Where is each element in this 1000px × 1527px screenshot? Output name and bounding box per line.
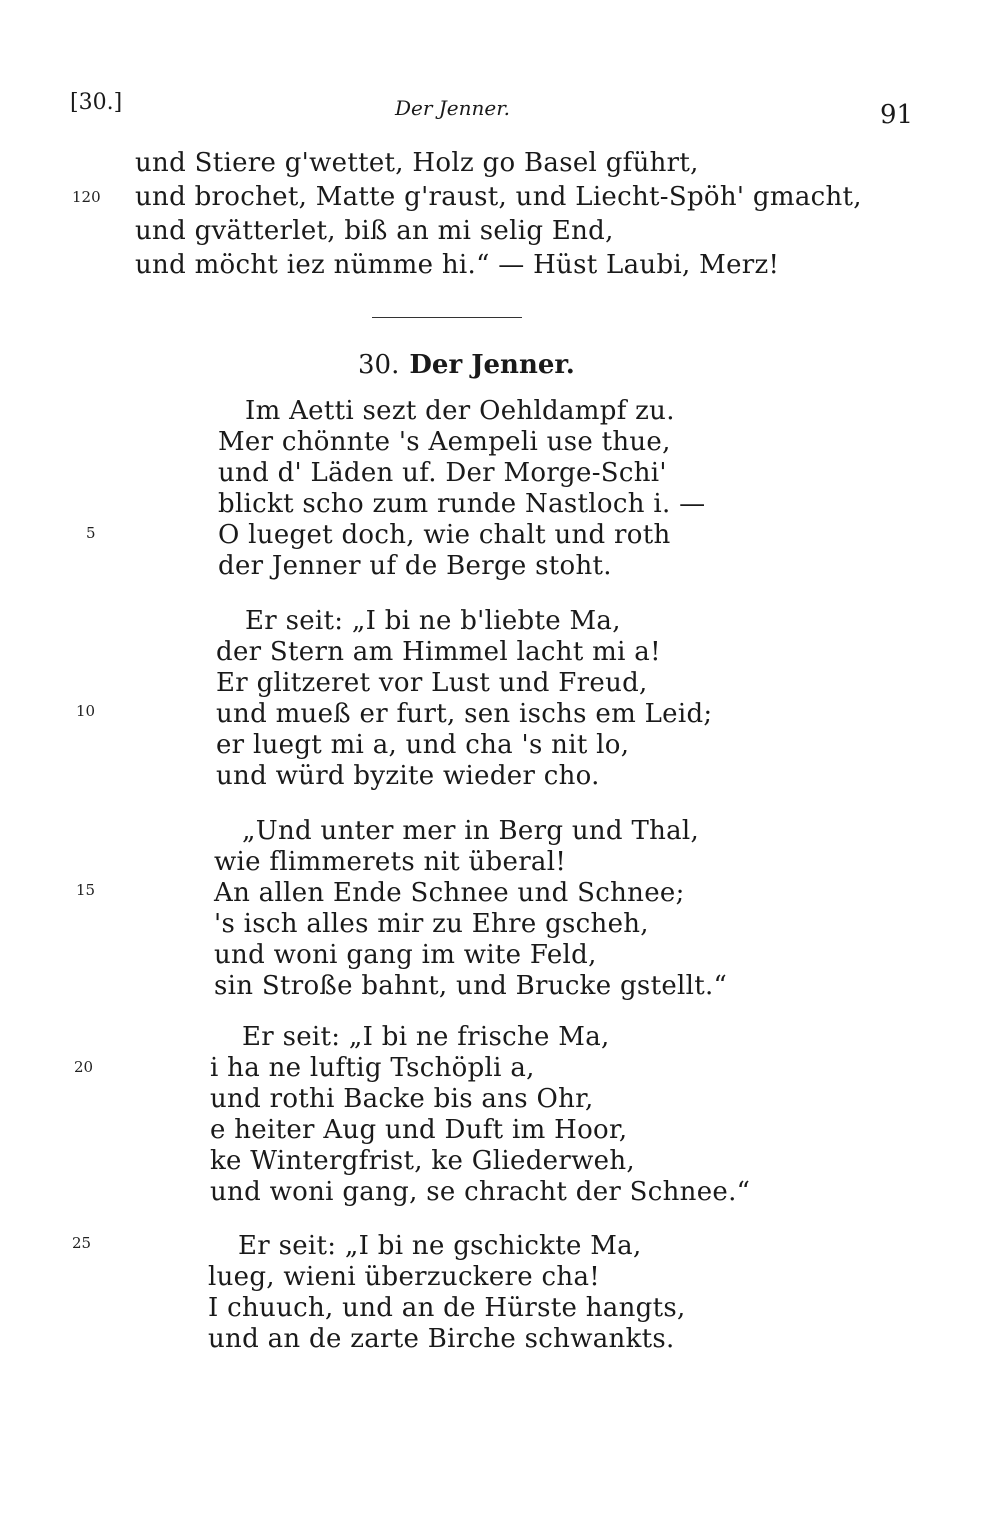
verse-line: und brochet, Matte g'raust, und Liecht-Spöh' gmacht, bbox=[135, 182, 862, 212]
page-number: 91 bbox=[880, 100, 914, 130]
verse-line: und Stiere g'wettet, Holz go Basel gführt, bbox=[135, 148, 699, 178]
verse-line: und rothi Backe bis ans Ohr, bbox=[210, 1084, 594, 1114]
verse-line: i ha ne luftig Tschöpli a, bbox=[210, 1053, 535, 1083]
line-number: 15 bbox=[76, 881, 96, 899]
line-number: 10 bbox=[76, 702, 96, 720]
verse-line: wie flimmerets nit überal! bbox=[214, 847, 567, 877]
verse-line: und gvätterlet, biß an mi selig End, bbox=[135, 216, 614, 246]
verse-line: er luegt mi a, und cha 's nit lo, bbox=[216, 730, 630, 760]
line-number: 120 bbox=[72, 188, 101, 206]
verse-line: Er glitzeret vor Lust und Freud, bbox=[216, 668, 648, 698]
verse-line: Er seit: „I bi ne b'liebte Ma, bbox=[245, 606, 621, 636]
verse-line: und an de zarte Birche schwankts. bbox=[208, 1324, 675, 1354]
verse-line: O lueget doch, wie chalt und roth bbox=[218, 520, 671, 550]
verse-line: „Und unter mer in Berg und Thal, bbox=[242, 816, 700, 846]
poem-title bbox=[358, 350, 575, 380]
section-reference: [30.] bbox=[70, 90, 123, 115]
verse-line: und woni gang, se chracht der Schnee.“ bbox=[210, 1177, 751, 1207]
verse-line: und d' Läden uf. Der Morge-Schi' bbox=[218, 458, 667, 488]
verse-line: der Stern am Himmel lacht mi a! bbox=[216, 637, 661, 667]
verse-line: Mer chönnte 's Aempeli use thue, bbox=[218, 427, 671, 457]
poem-title-text: Der Jenner. bbox=[409, 350, 575, 380]
verse-line: Er seit: „I bi ne gschickte Ma, bbox=[238, 1231, 642, 1261]
verse-line: Er seit: „I bi ne frische Ma, bbox=[242, 1022, 610, 1052]
verse-line: e heiter Aug und Duft im Hoor, bbox=[210, 1115, 628, 1145]
verse-line: und mueß er furt, sen ischs em Leid; bbox=[216, 699, 713, 729]
verse-line: blickt scho zum runde Nastloch i. — bbox=[218, 489, 706, 519]
verse-line: und woni gang im wite Feld, bbox=[214, 940, 597, 970]
verse-line: I chuuch, und an de Hürste hangts, bbox=[208, 1293, 686, 1323]
line-number: 20 bbox=[74, 1058, 94, 1076]
running-title: Der Jenner. bbox=[395, 96, 510, 120]
verse-line: 's isch alles mir zu Ehre gscheh, bbox=[214, 909, 649, 939]
verse-line: und würd byzite wieder cho. bbox=[216, 761, 600, 791]
poem-number: 30. bbox=[358, 350, 400, 380]
line-number: 25 bbox=[72, 1234, 92, 1252]
verse-line: der Jenner uf de Berge stoht. bbox=[218, 551, 612, 581]
section-divider bbox=[372, 317, 522, 318]
verse-line: sin Stroße bahnt, und Brucke gstellt.“ bbox=[214, 971, 728, 1001]
line-number: 5 bbox=[86, 524, 96, 542]
verse-line: und möcht iez nümme hi.“ — Hüst Laubi, Merz! bbox=[135, 250, 780, 280]
verse-line: lueg, wieni überzuckere cha! bbox=[208, 1262, 600, 1292]
verse-line: Im Aetti sezt der Oehldampf zu. bbox=[245, 396, 675, 426]
verse-line: ke Wintergfrist, ke Gliederweh, bbox=[210, 1146, 635, 1176]
verse-line: An allen Ende Schnee und Schnee; bbox=[214, 878, 685, 908]
